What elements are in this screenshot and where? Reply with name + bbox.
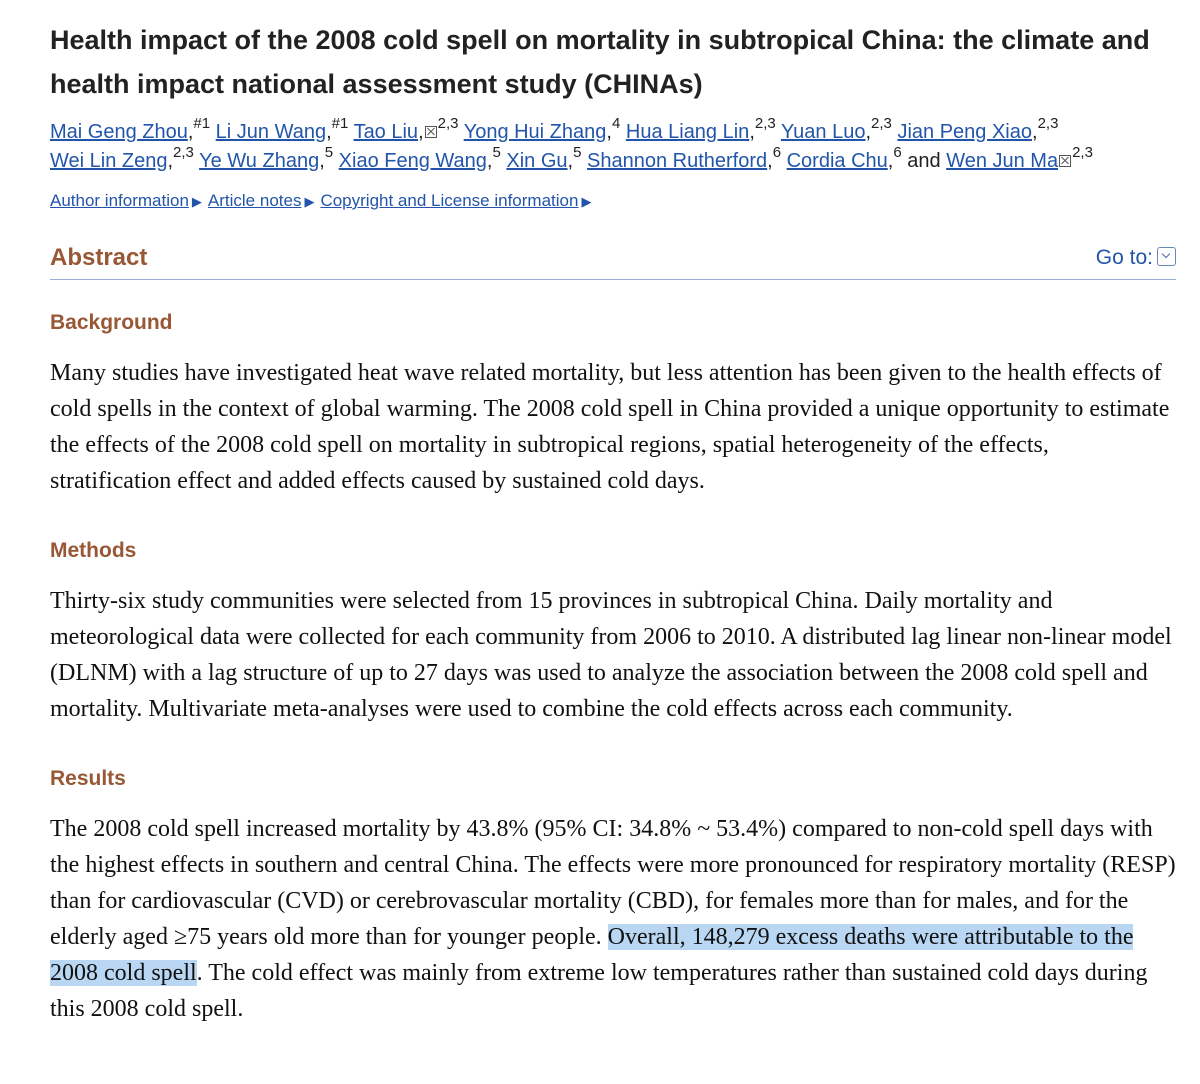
results-heading: Results bbox=[50, 767, 126, 790]
notes-link-label: Article notes bbox=[207, 191, 302, 210]
notes-link-label: Author information bbox=[50, 191, 189, 210]
goto-menu[interactable] bbox=[1096, 245, 1176, 271]
author-link[interactable]: Li Jun Wang bbox=[215, 121, 327, 143]
goto-label: Go to: bbox=[1095, 246, 1153, 269]
expand-triangle-icon: ▶ bbox=[581, 194, 592, 209]
author-link[interactable]: Wei Lin Zeng bbox=[50, 150, 168, 172]
author-affiliation: 5 bbox=[573, 144, 582, 162]
author-link[interactable]: Tao Liu bbox=[353, 121, 419, 143]
author-affiliation: #1 bbox=[193, 115, 211, 133]
author-link[interactable]: Ye Wu Zhang bbox=[199, 150, 320, 172]
author-link[interactable]: Hua Liang Lin bbox=[625, 121, 750, 143]
background-heading: Background bbox=[50, 311, 173, 334]
expand-triangle-icon: ▶ bbox=[191, 194, 202, 209]
results-text-start: The 2008 cold spell increased mortality by 43.8% (95% CI: 34.8% ~ 53.4%) compared to non-cold spell days with the highest effects in southern and central China. The effects were more pronounced for respiratory mortality (RESP) than for cardiovascular (CVD) or cerebrovascular mortality (CBD), for females more than for males, and for the elderly aged ≥75 years old more than for younger people. bbox=[50, 816, 1176, 950]
abstract-header bbox=[50, 241, 1176, 280]
abstract-heading: Abstract bbox=[50, 244, 148, 271]
article-title: Health impact of the 2008 cold spell on mortality in subtropical China: the climate and health impact national assessment study (CHINAs) bbox=[50, 25, 1150, 99]
author-link[interactable]: Yuan Luo bbox=[780, 121, 866, 143]
background-text: Many studies have investigated heat wave related mortality, but less attention has been given to the health effects of cold spells in the context of global warming. The 2008 cold spell in China provided a unique opportunity to estimate the effects of the 2008 cold spell on mortality in subtropical regions, spatial heterogeneity of the effects, stratification effect and added effects caused by sustained cold days. bbox=[50, 360, 1170, 494]
author-link[interactable]: Mai Geng Zhou bbox=[50, 121, 188, 143]
author-affiliation: #1 bbox=[331, 115, 349, 133]
author-link[interactable]: Xin Gu bbox=[506, 150, 568, 172]
author-affiliation: 2,3 bbox=[871, 115, 892, 133]
chevron-down-icon[interactable] bbox=[1157, 247, 1176, 266]
author-affiliation: 6 bbox=[893, 144, 902, 162]
and-word: and bbox=[907, 150, 941, 172]
author-link[interactable]: Wen Jun Ma bbox=[946, 150, 1059, 172]
notes-link[interactable] bbox=[50, 191, 202, 210]
email-icon[interactable] bbox=[425, 126, 437, 138]
author-affiliation: 6 bbox=[772, 144, 782, 162]
author-affiliation: 2,3 bbox=[1072, 144, 1093, 162]
notes-link[interactable] bbox=[320, 191, 591, 210]
results-text bbox=[50, 811, 1176, 1027]
author-affiliation: 5 bbox=[324, 144, 334, 162]
author-affiliation: 4 bbox=[611, 115, 621, 133]
author-affiliation: 2,3 bbox=[437, 115, 459, 133]
author-link[interactable]: Xiao Feng Wang bbox=[338, 150, 487, 172]
author-link[interactable]: Shannon Rutherford bbox=[587, 150, 768, 172]
author-affiliation: 2,3 bbox=[754, 115, 776, 133]
author-link[interactable]: Cordia Chu bbox=[786, 150, 888, 172]
author-affiliation: 2,3 bbox=[173, 144, 194, 162]
author-affiliation: 2,3 bbox=[1037, 115, 1059, 133]
article-notes-bar bbox=[50, 190, 1176, 213]
methods-heading: Methods bbox=[50, 539, 137, 562]
expand-triangle-icon: ▶ bbox=[304, 194, 315, 209]
author-list: Mai Geng Zhou,$^{\#1}$ Li Jun Wang,$^{\#1}$ Tao Liu, $^{2,3}$ Yong Hui Zhang,$^4$ Hua Liang Lin,$^{2,3}$ Yuan Luo,$^{2,3}$ Jian Peng Xiao,$^{2,3}$ Wei Lin Zeng,$^{2,3}$ Ye Wu Zhang,$^5$ Xiao Feng Wang,$^5$ Xin Gu,$^5$ Shannon Rutherford,$^6$ Cordia Chu,$^6$ and Wen Jun Ma $^{2,3}$ bbox=[50, 115, 1093, 172]
email-icon[interactable] bbox=[1059, 155, 1071, 167]
author-link[interactable]: Yong Hui Zhang bbox=[463, 121, 607, 143]
results-text-end: . The cold effect was mainly from extreme low temperatures rather than sustained cold days during this 2008 cold spell. bbox=[50, 960, 1148, 1022]
notes-link[interactable] bbox=[208, 191, 315, 210]
methods-text: Thirty-six study communities were selected from 15 provinces in subtropical China. Daily mortality and meteorological data were collected for each community from 2006 to 2010. A distributed lag linear non-linear model (DLNM) with a lag structure of up to 27 days was used to analyze the association between the 2008 cold spell and mortality. Multivariate meta-analyses were used to combine the cold effects across each community. bbox=[50, 588, 1172, 722]
notes-link-label: Copyright and License information bbox=[320, 191, 579, 210]
author-affiliation: 5 bbox=[492, 144, 501, 162]
article-page bbox=[50, 18, 1176, 1027]
highlighted-text-selection[interactable]: Overall, 148,279 excess deaths were attributable to the 2008 cold spell bbox=[50, 924, 1134, 986]
author-link[interactable]: Jian Peng Xiao bbox=[897, 121, 1032, 143]
